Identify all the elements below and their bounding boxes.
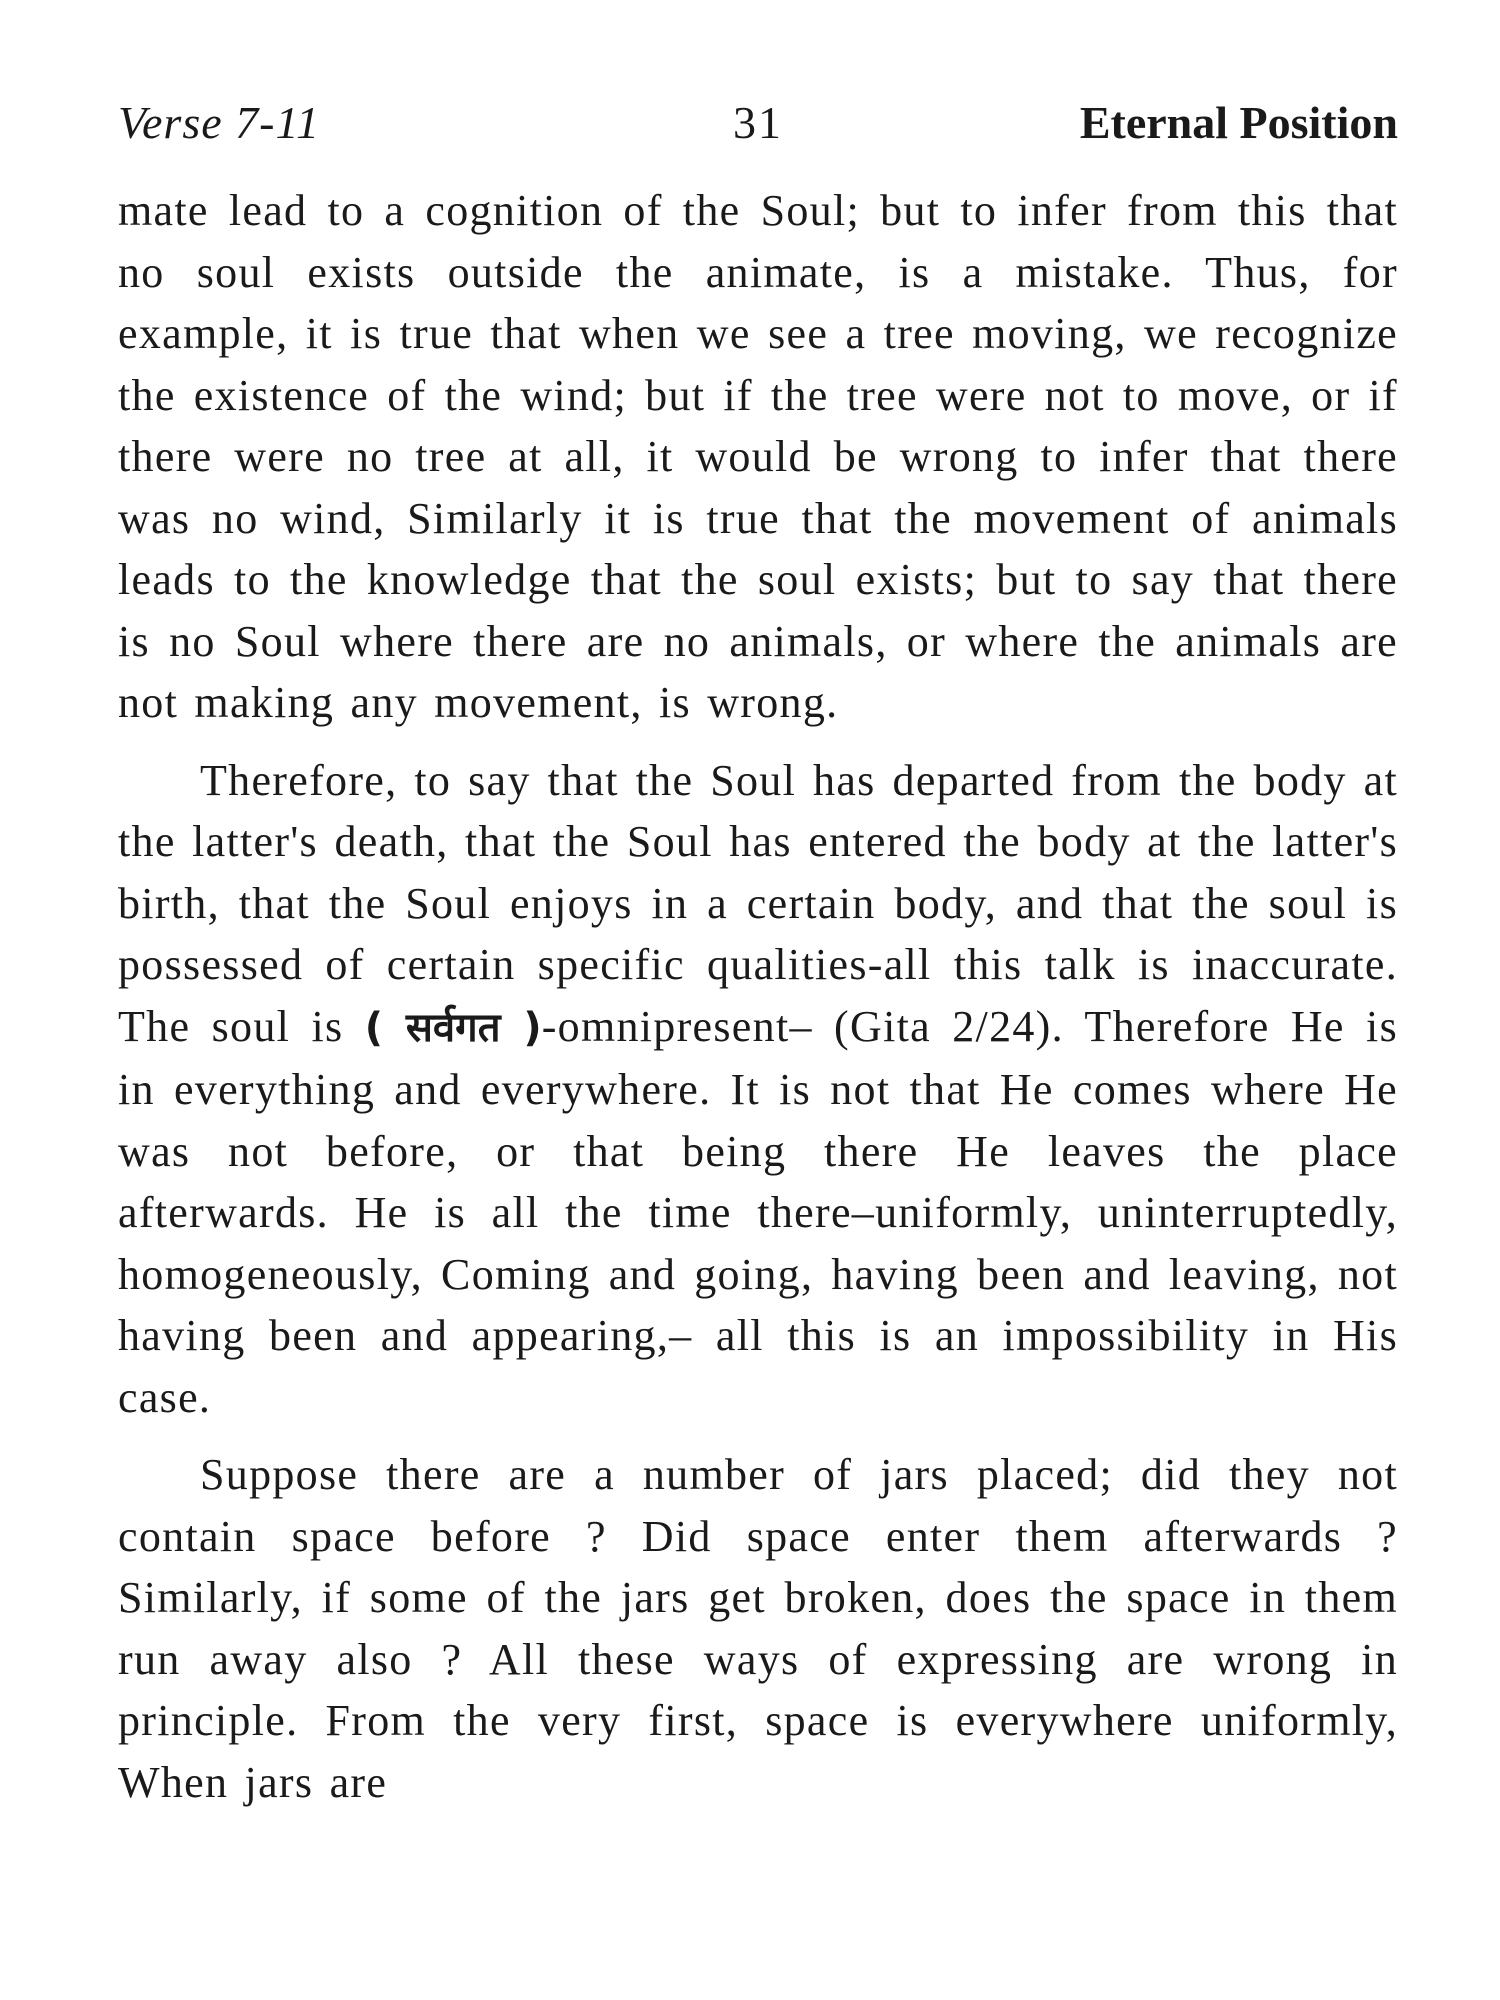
paragraph-2 — [118, 750, 1398, 1429]
book-page — [118, 88, 1398, 1813]
paragraph-2-text-after: -omnipresent– (Gita 2/24). Therefore He is in everything and everywhere. It is not that He comes where He was not before, or that being there He leaves the place afterwards. He is all the time there–uniformly, uninterruptedly, homogeneously, Coming and going, having been and leaving, not having been and appearing,– all this is an impossibility in His case. — [118, 1001, 1399, 1422]
sanskrit-term: ( सर्वगत ) — [364, 1004, 542, 1051]
page-number: 31 — [733, 97, 783, 148]
paragraph-3: Suppose there are a number of jars placed; did they not contain space before ? Did space enter them afterwards ? Similarly, if some of the jars get broken, does the space in them run away also ? All these ways of expressing are wrong in principle. From the very first, space is everywhere uniformly, When jars are — [118, 1450, 1398, 1807]
paragraph-2-text-before: Therefore, to say that the Soul has departed from the body at the latter's death, that the Soul has entered the body at the latter's birth, that the Soul enjoys in a certain body, and that the soul is possessed of certain specific qualities-all this talk is inaccurate. The soul is — [118, 755, 1398, 1051]
header-verse-reference: Verse 7-11 — [118, 97, 321, 148]
paragraph-1: mate lead to a cognition of the Soul; but to infer from this that no soul exists outside the animate, is a mistake. Thus, for example, it is true that when we see a tree moving, we recognize the existence of the wind; but if the tree were not to move, or if there were no tree at all, it would be wrong to infer that there was no wind, Similarly it is true that the movement of animals leads to the knowledge that the soul exists; but to say that there is no Soul where there are no animals, or where the animals are not making any movement, is wrong. — [118, 186, 1398, 727]
running-header — [118, 88, 1398, 158]
chapter-title: Eternal Position — [1079, 97, 1398, 148]
body-text — [118, 180, 1398, 1813]
